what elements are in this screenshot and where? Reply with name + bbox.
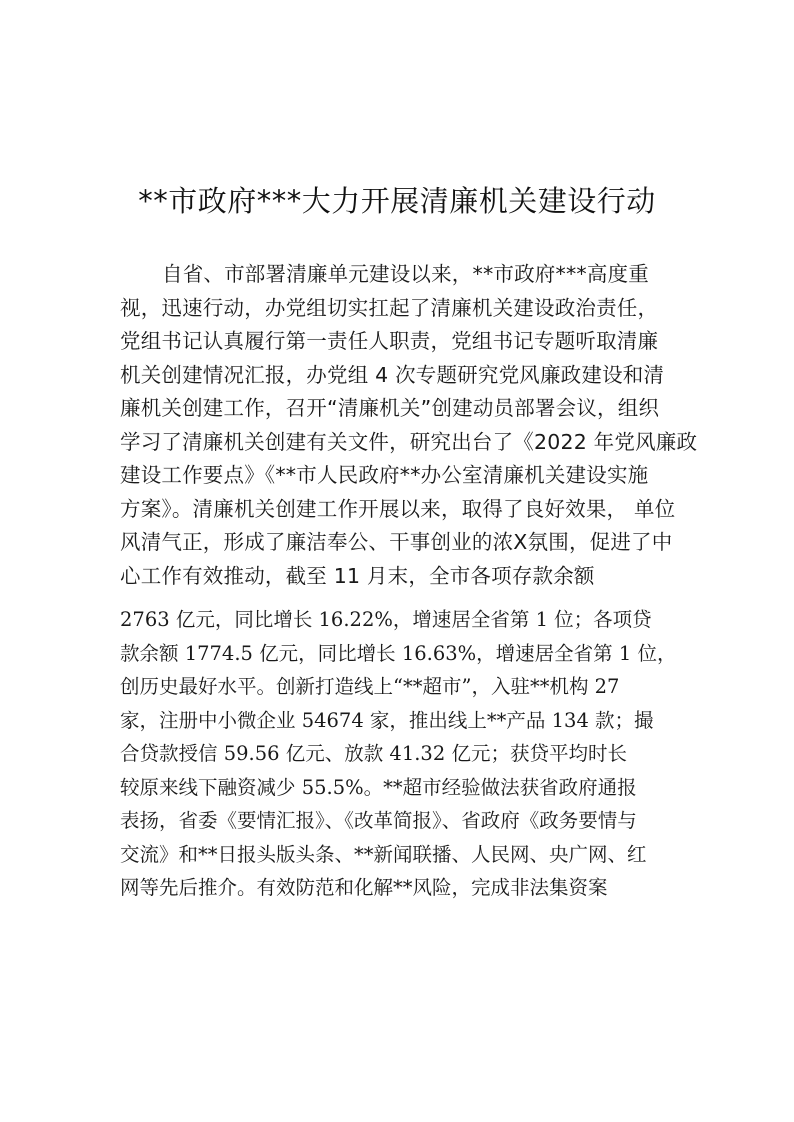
paragraph-line: 款余额 1774.5 亿元，同比增长 16.63%，增速居全省第 1 位， — [120, 641, 677, 665]
document-title: **市政府***大力开展清廉机关建设行动 — [138, 184, 656, 218]
paragraph-line: 廉机关创建工作，召开“清廉机关”创建动员部署会议，组织 — [120, 396, 660, 420]
paragraph-line: 方案》。清廉机关创建工作开展以来，取得了良好效果， 单位 — [120, 496, 676, 521]
paragraph-line: 党组书记认真履行第一责任人职责，党组书记专题听取清廉 — [120, 329, 659, 353]
paragraph-line: 学习了清廉机关创建有关文件，研究出台了《2022 年党风廉政 — [120, 429, 698, 454]
paragraph-line: 创历史最好水平。创新打造线上“**超市”，入驻**机构 27 — [120, 675, 620, 698]
paragraph-line: 网等先后推介。有效防范和化解**风险，完成非法集资案 — [120, 876, 608, 899]
paragraph-line: 较原来线下融资减少 55.5%。**超市经验做法获省政府通报 — [120, 775, 637, 799]
paragraph-line: 自省、市部署清廉单元建设以来，**市政府***高度重 — [162, 262, 649, 286]
paragraph-line: 建设工作要点》《**市人民政府**办公室清廉机关建设实施 — [120, 463, 649, 487]
paragraph-line: 心工作有效推动，截至 11 月末，全市各项存款余额 — [120, 563, 595, 588]
paragraph-part-1 — [120, 258, 698, 593]
paragraph-line: 机关创建情况汇报，办党组 4 次专题研究党风廉政建设和清 — [120, 362, 665, 387]
paragraph-line: 视，迅速行动，办党组切实扛起了清廉机关建设政治责任， — [120, 295, 659, 320]
paragraph-line: 家，注册中小微企业 54674 家，推出线上**产品 134 款；撮 — [120, 708, 654, 732]
paragraph-line: 交流》和**日报头版头条、**新闻联播、人民网、央广网、红 — [120, 842, 647, 866]
paragraph-line: 表扬，省委《要情汇报》、《改革简报》、省政府《政务要情与 — [120, 809, 637, 832]
paragraph-part-2 — [120, 603, 680, 905]
paragraph-line: 合贷款授信 59.56 亿元、放款 41.32 亿元；获贷平均时长 — [120, 742, 627, 765]
paragraph-line: 2763 亿元，同比增长 16.22%，增速居全省第 1 位；各项贷 — [120, 608, 652, 631]
paragraph-line: 风清气正，形成了廉洁奉公、干事创业的浓X氛围，促进了中 — [120, 530, 673, 554]
